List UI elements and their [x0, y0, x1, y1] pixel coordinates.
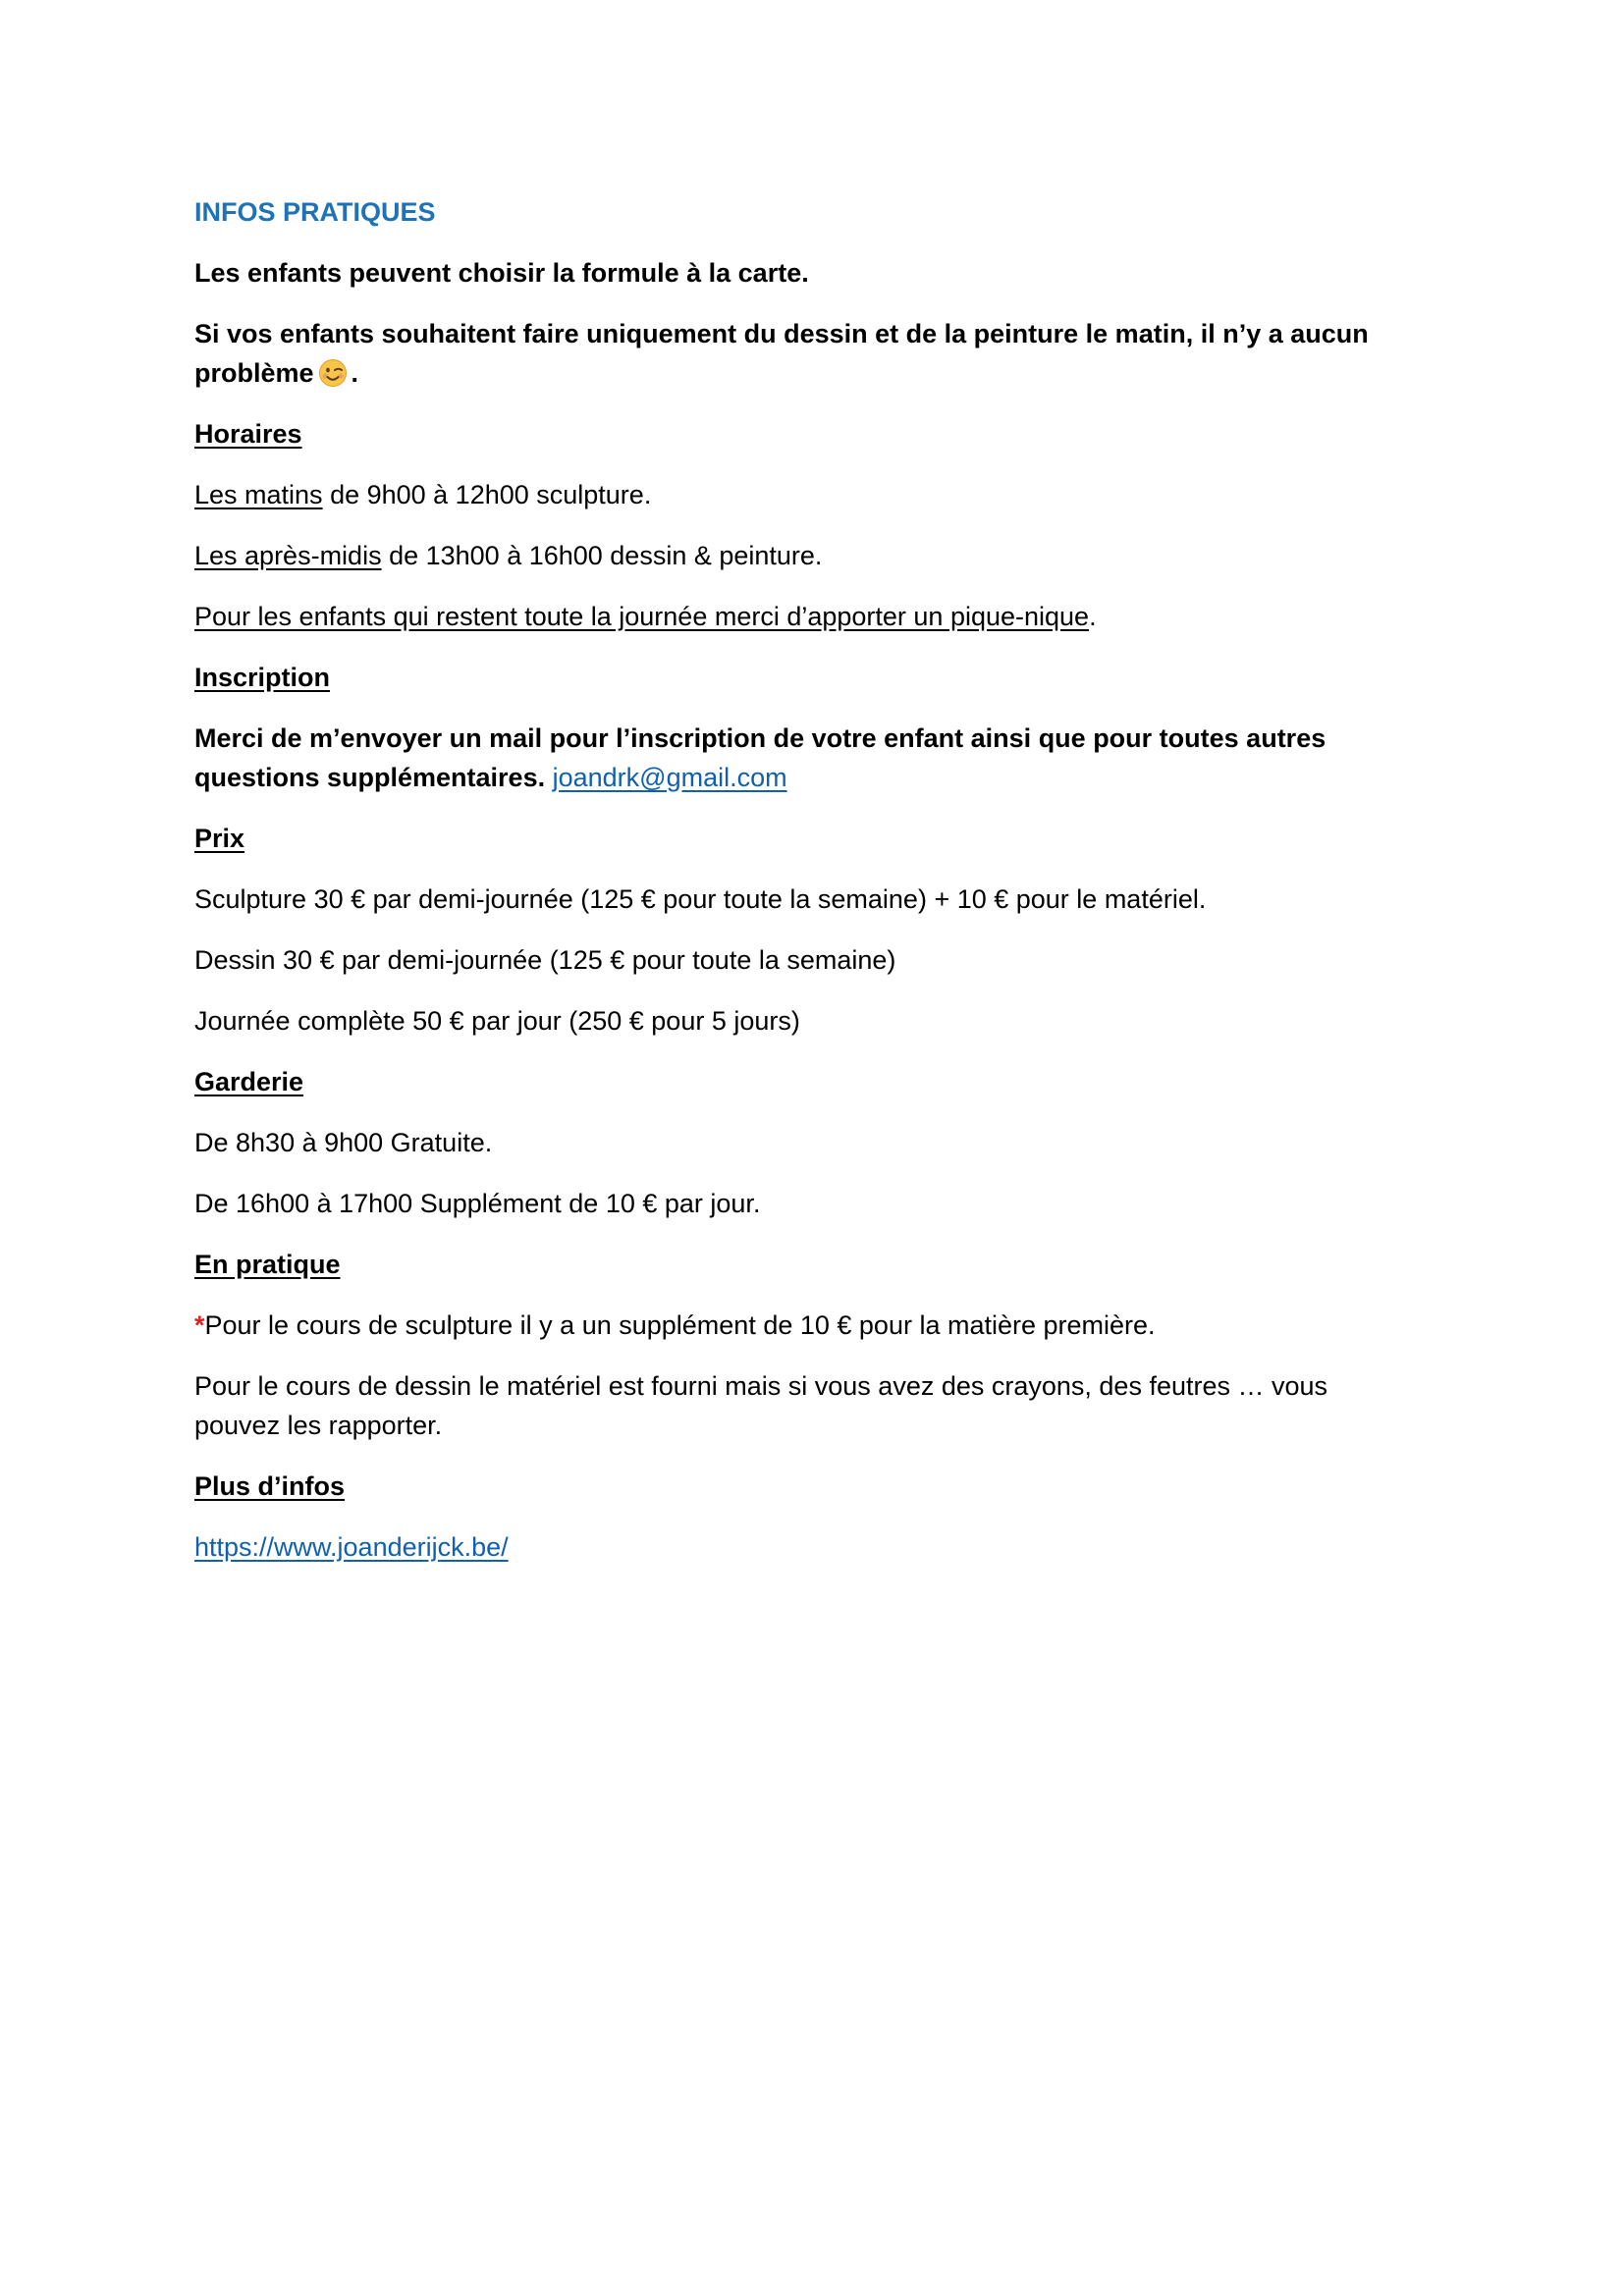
horaires-heading: Horaires [194, 419, 302, 449]
journee-end: . [1089, 602, 1097, 631]
pratique-line-1 [194, 1306, 1412, 1345]
intro-line-2-end: . [351, 358, 359, 388]
garderie-heading: Garderie [194, 1067, 304, 1096]
prix-heading: Prix [194, 824, 245, 853]
pratique-line-1-text: Pour le cours de sculpture il y a un supplément de 10 € pour la matière première. [204, 1310, 1156, 1340]
prix-line: Sculpture 30 € par demi-journée (125 € pour toute la semaine) + 10 € pour le matériel. [194, 884, 1207, 914]
document-page [194, 192, 1412, 1588]
matins-label: Les matins [194, 480, 323, 509]
pratique-heading: En pratique [194, 1250, 341, 1279]
horaires-apres-midis [194, 536, 1412, 575]
horaires-matins [194, 475, 1412, 514]
winking-face-icon [318, 358, 348, 388]
inscription-paragraph [194, 719, 1412, 797]
intro-line-2-text: Si vos enfants souhaitent faire uniquement du dessin et de la peinture le matin, il n’y a aucun problème [194, 319, 1369, 388]
prix-line: Dessin 30 € par demi-journée (125 € pour toute la semaine) [194, 945, 896, 975]
intro-line-2 [194, 314, 1412, 393]
inscription-heading: Inscription [194, 663, 331, 692]
journee-text: Pour les enfants qui restent toute la journée merci d’apporter un pique-nique [194, 602, 1090, 631]
apres-midis-text: de 13h00 à 16h00 dessin & peinture. [381, 541, 823, 570]
intro-line-1: Les enfants peuvent choisir la formule à la carte. [194, 258, 809, 288]
matins-text: de 9h00 à 12h00 sculpture. [322, 480, 652, 509]
horaires-journee [194, 597, 1412, 636]
infos-url-line [194, 1527, 1412, 1567]
garderie-line: De 16h00 à 17h00 Supplément de 10 € par jour. [194, 1189, 761, 1218]
asterisk-mark: * [194, 1310, 205, 1340]
apres-midis-label: Les après-midis [194, 541, 382, 570]
prix-line: Journée complète 50 € par jour (250 € pour 5 jours) [194, 1006, 800, 1036]
website-link[interactable]: https://www.joanderijck.be/ [194, 1532, 509, 1562]
pratique-line-2: Pour le cours de dessin le matériel est fourni mais si vous avez des crayons, des feutres … vous pouvez les rapporter. [194, 1371, 1328, 1440]
garderie-line: De 8h30 à 9h00 Gratuite. [194, 1128, 493, 1157]
page-title: INFOS PRATIQUES [194, 197, 436, 227]
infos-heading: Plus d’infos [194, 1471, 346, 1501]
inscription-text: Merci de m’envoyer un mail pour l’inscription de votre enfant ainsi que pour toutes autres questions supplémentaires. [194, 723, 1326, 792]
email-link[interactable]: joandrk@gmail.com [552, 763, 787, 792]
